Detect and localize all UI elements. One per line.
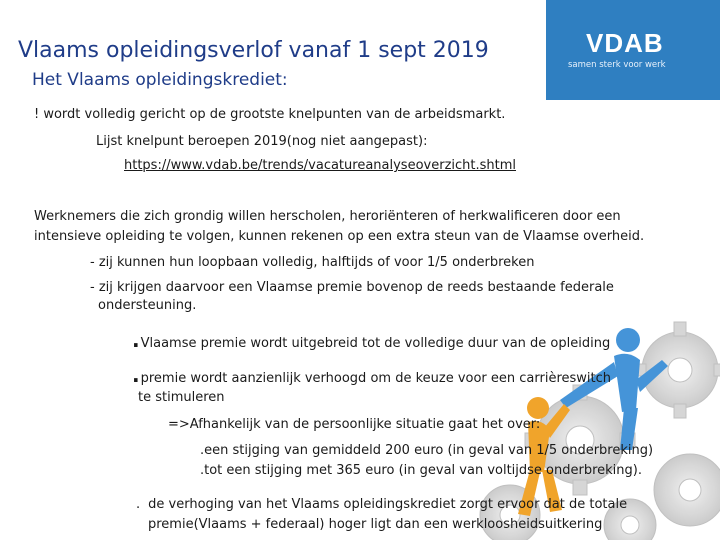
- arrow-line: =>Afhankelijk van de persoonlijke situatie gaat het over:: [168, 417, 541, 432]
- sub-item-2: .tot een stijging met 365 euro (in geval van voltijdse onderbreking).: [200, 463, 642, 478]
- text-line-2: Lijst knelpunt beroepen 2019(nog niet aangepast):: [96, 134, 428, 149]
- bullet-item-1: .Vlaamse premie wordt uitgebreid tot de volledige duur van de opleiding: [132, 328, 611, 352]
- paragraph-line-1: Werknemers die zich grondig willen herscholen, heroriënteren of herkwalificeren door een: [34, 209, 621, 224]
- dash-item-2b: ondersteuning.: [98, 298, 197, 313]
- bullet-item-3b: premie(Vlaams + federaal) hoger ligt dan een werkloosheidsuitkering: [148, 517, 603, 532]
- page-title: Vlaams opleidingsverlof vanaf 1 sept 2019: [18, 38, 489, 63]
- bullet-icon: .: [136, 497, 141, 512]
- bullet-item-3a: . de verhoging van het Vlaams opleidingskrediet zorgt ervoor dat de totale: [136, 497, 628, 512]
- dash-item-2a: - zij krijgen daarvoor een Vlaamse premie bovenop de reeds bestaande federale: [90, 280, 614, 295]
- bullet-icon: .: [132, 328, 140, 352]
- logo-tagline: samen sterk voor werk: [568, 60, 666, 70]
- bullet-item-2b: te stimuleren: [138, 390, 225, 405]
- knelpunt-link[interactable]: https://www.vdab.be/trends/vacatureanalyseoverzicht.shtml: [124, 158, 516, 173]
- bullet-icon: .: [132, 363, 140, 387]
- sub-item-1: .een stijging van gemiddeld 200 euro (in geval van 1/5 onderbreking): [200, 443, 654, 458]
- paragraph-line-2: intensieve opleiding te volgen, kunnen rekenen op een extra steun van de Vlaamse overheid.: [34, 229, 645, 244]
- logo-word: VDAB: [586, 28, 664, 58]
- gear-icon: [632, 322, 720, 418]
- bullet-item-2a: .premie wordt aanzienlijk verhoogd om de keuze voor een carrièreswitch: [132, 363, 612, 387]
- gear-icon: [654, 454, 720, 526]
- page-subtitle: Het Vlaams opleidingskrediet:: [32, 70, 288, 90]
- dash-item-1: - zij kunnen hun loopbaan volledig, halftijds of voor 1/5 onderbreken: [90, 255, 535, 270]
- vdab-logo: [546, 0, 720, 100]
- text-line-1: ! wordt volledig gericht op de grootste knelpunten van de arbeidsmarkt.: [34, 107, 506, 122]
